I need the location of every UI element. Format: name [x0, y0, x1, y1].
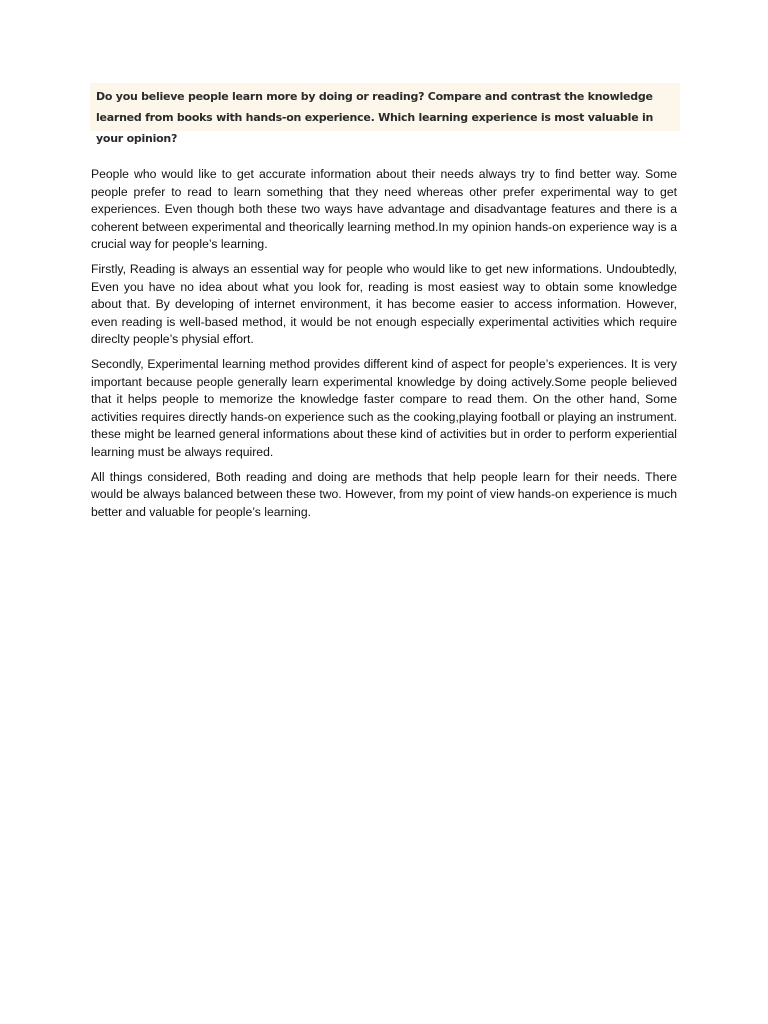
- essay-paragraph-intro: People who would like to get accurate information about their needs always try to find better way. Some people prefer to read to learn something that they need whereas other prefer experimental way to get experiences. Even though both these two ways have advantage and disadvantage features and there is a coherent between experimental and theorically learning method.In my opinion hands-on experience way is a crucial way for people’s learning.: [91, 167, 677, 252]
- essay-paragraph-experimental: Secondly, Experimental learning method provides different kind of aspect for people’s experiences. It is very important because people generally learn experimental knowledge by doing actively.Some people believed that it helps people to memorize the knowledge faster compare to read them. On the other hand, Some activities requires directly hands-on experience such as the cooking,playing football or playing an instrument. these might be learned general informations about these kind of activities but in order to perform experiential learning must be always required.: [91, 356, 677, 459]
- essay-paragraph-reading: Firstly, Reading is always an essential way for people who would like to get new informations. Undoubtedly, Even you have no idea about what you look for, reading is most easiest way to obtain some knowledge about that. By developing of internet environment, it has become easier to access information. However, even reading is well-based method, it would be not enough especially experimental activities which require direclty people’s physial effort.: [91, 261, 677, 347]
- essay-prompt-box: [90, 83, 680, 145]
- essay-prompt-text: Do you believe people learn more by doing or reading? Compare and contrast the knowledge learned from books with hands-on experience. Which learning experience is most valuable in your opinion?: [96, 90, 654, 145]
- essay-body: [91, 166, 677, 528]
- essay-paragraph-conclusion: All things considered, Both reading and doing are methods that help people learn for their needs. There would be always balanced between these two. However, from my point of view hands-on experience is much better and valuable for people’s learning.: [91, 469, 677, 519]
